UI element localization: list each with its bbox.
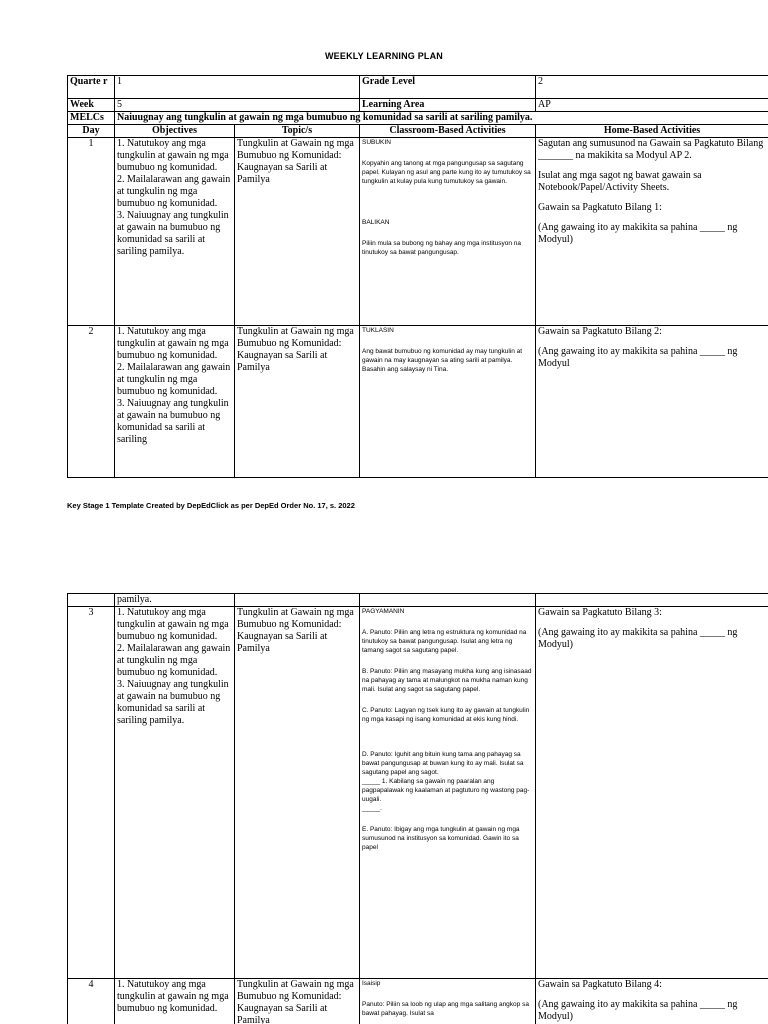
activity-text-isaisip: Panuto: Piliin sa loob ng ulap ang mga salitang angkop sa bawat pahayag. Isulat sa (362, 1001, 529, 1017)
activity-a: A. Panuto: Piliin ang letra ng estruktura ng komunidad na tinutukoy sa bawat pangungusap. Isulat ang letra ng tamang sagot sa sagutang papel. (362, 629, 527, 654)
home-activity-page: (Ang gawaing ito ay makikita sa pahina _____ ng Modyul) (538, 999, 738, 1022)
classroom-activities-cell (360, 979, 536, 1024)
classroom-activities-cell (360, 326, 536, 478)
activity-heading-pagyamanin: PAGYAMANIN (362, 608, 405, 615)
objective-1: 1. Natutukoy ang mga tungkulin at gawain ng mga bumubuo ng komunidad. (117, 979, 229, 1014)
activity-heading-tuklasin: TUKLASIN (362, 327, 394, 334)
activity-heading-balikan: BALIKAN (362, 219, 390, 226)
home-activity-number: Gawain sa Pagkatuto Bilang 1: (538, 202, 662, 213)
home-activities-cell (536, 138, 768, 326)
day-number: 2 (68, 326, 115, 478)
learning-area-label: Learning Area (360, 99, 536, 112)
home-activities-cell (536, 979, 768, 1024)
objective-3: 3. Naiuugnay ang tungkulin at gawain na bumubuo ng komunidad sa sarili at sariling pamilya. (117, 210, 229, 257)
col-header-topics: Topic/s (235, 125, 360, 138)
home-instruction: Sagutan ang sumusunod na Gawain sa Pagkatuto Bilang _______ na makikita sa Modyul AP 2. (538, 138, 764, 161)
activity-text-tuklasin: Ang bawat bumubuo ng komunidad ay may tungkulin at gawain na may kaugnayan sa ating sarili at pamilya. Basahin ang salaysay ni Tina. (362, 348, 523, 373)
objective-1: 1. Natutukoy ang mga tungkulin at gawain ng mga bumubuo ng komunidad. (117, 326, 229, 361)
melcs-value: Naiuugnay ang tungkulin at gawain ng mga bumubuo ng komunidad sa sarili at sariling pamilya. (115, 112, 768, 125)
day-cell-empty (68, 594, 115, 607)
activity-d: D. Panuto: Iguhit ang bituin kung tama ang pahayag sa bawat pangungusap at buwan kung ito ay mali. Isulat sa sagutang papel ang sagot. (362, 751, 524, 776)
weekly-plan-table-page2 (67, 593, 768, 1024)
home-activity-number: Gawain sa Pagkatuto Bilang 4: (538, 979, 662, 990)
day-number: 3 (68, 607, 115, 979)
objective-2: 2. Mailalarawan ang gawain at tungkulin ng mga bumubuo ng komunidad. (117, 643, 231, 678)
objectives-cell (115, 979, 235, 1024)
col-header-classroom: Classroom-Based Activities (360, 125, 536, 138)
melcs-label: MELCs (68, 112, 115, 125)
continuation-row (68, 594, 768, 607)
home-cell-empty (536, 594, 768, 607)
objectives-cell (115, 138, 235, 326)
template-footer: Key Stage 1 Template Created by DepEdClick as per DepEd Order No. 17, s. 2022 (67, 501, 355, 510)
day-1-row (68, 138, 768, 326)
weekly-plan-table-page1 (67, 75, 768, 478)
objective-2: 2. Mailalarawan ang gawain at tungkulin ng mga bumubuo ng komunidad. (117, 174, 231, 209)
topic-cell-empty (235, 594, 360, 607)
topic-cell: Tungkulin at Gawain ng mga Bumubuo ng Komunidad: Kaugnayan sa Sarili at Pamilya (235, 979, 360, 1024)
objective-1: 1. Natutukoy ang mga tungkulin at gawain ng mga bumubuo ng komunidad. (117, 607, 229, 642)
objective-3: 3. Naiuugnay ang tungkulin at gawain na bumubuo ng komunidad sa sarili at sariling (117, 398, 229, 445)
day-3-row (68, 607, 768, 979)
page-title: WEEKLY LEARNING PLAN (324, 51, 443, 61)
home-activity-page: (Ang gawaing ito ay makikita sa pahina _____ ng Modyul) (538, 222, 738, 245)
activity-e: E. Panuto: Ibigay ang mga tungkulin at gawain ng mga sumusunod na institusyon sa komunidad. Gawin ito sa papel (362, 826, 520, 851)
activity-b: B. Panuto: Piliin ang masayang mukha kung ang isinasaad na pahayag ay tama at malungkot na mukha naman kung mali. Isulat ang sagot sa sagutang papel. (362, 668, 532, 693)
objective-2: 2. Mailalarawan ang gawain at tungkulin ng mga bumubuo ng komunidad. (117, 362, 231, 397)
melcs-row (68, 112, 768, 125)
topic-cell: Tungkulin at Gawain ng mga Bumubuo ng Komunidad: Kaugnayan sa Sarili at Pamilya (235, 326, 360, 478)
classroom-cell-empty (360, 594, 536, 607)
home-instruction-write: Isulat ang mga sagot ng bawat gawain sa Notebook/Papel/Activity Sheets. (538, 170, 702, 193)
col-header-objectives: Objectives (115, 125, 235, 138)
home-activities-cell (536, 607, 768, 979)
home-activity-number: Gawain sa Pagkatuto Bilang 3: (538, 607, 662, 618)
objective-continuation: pamilya. (115, 594, 235, 607)
grade-level-label: Grade Level (360, 76, 536, 99)
topic-cell: Tungkulin at Gawain ng mga Bumubuo ng Komunidad: Kaugnayan sa Sarili at Pamilya (235, 607, 360, 979)
col-header-home: Home-Based Activities (536, 125, 768, 138)
quarter-label: Quarte r (68, 76, 115, 99)
week-value: 5 (115, 99, 360, 112)
week-label: Week (68, 99, 115, 112)
activity-d-blank: _____. (362, 805, 382, 812)
activity-heading-isaisip: Isaisip (362, 980, 381, 987)
home-activity-number: Gawain sa Pagkatuto Bilang 2: (538, 326, 662, 337)
objective-3: 3. Naiuugnay ang tungkulin at gawain na bumubuo ng komunidad sa sarili at sariling pamilya. (117, 679, 229, 726)
column-header-row (68, 125, 768, 138)
quarter-value: 1 (115, 76, 360, 99)
objectives-cell (115, 326, 235, 478)
col-header-day: Day (68, 125, 115, 138)
day-2-row (68, 326, 768, 478)
classroom-activities-cell (360, 138, 536, 326)
classroom-activities-cell (360, 607, 536, 979)
activity-d-item: _____ 1. Kabilang sa gawain ng paaralan ang pagpapalawak ng kaalaman at pagtuturo ng wastong pag-uugali. (362, 778, 530, 803)
objectives-cell (115, 607, 235, 979)
home-activity-page: (Ang gawaing ito ay makikita sa pahina _____ ng Modyul (538, 346, 738, 369)
learning-area-value: AP (536, 99, 768, 112)
activity-c: C. Panuto: Lagyan ng tsek kung ito ay gawain at tungkulin ng mga kasapi ng isang komunidad at ekis kung hindi. (362, 707, 530, 723)
activity-text-subukin: Kopyahin ang tanong at mga pangungusap sa sagutang papel. Kulayan ng asul ang parte kung ito ay tumutukoy sa tungkulin at kulay pula kung tumutukoy sa gawain. (362, 160, 531, 185)
week-row (68, 99, 768, 112)
day-number: 4 (68, 979, 115, 1024)
quarter-row (68, 76, 768, 99)
activity-text-balikan: Piliin mula sa bubong ng bahay ang mga institusyon na tinutukoy sa bawat pangungusap. (362, 240, 521, 256)
home-activity-page: (Ang gawaing ito ay makikita sa pahina _____ ng Modyul) (538, 627, 738, 650)
home-activities-cell (536, 326, 768, 478)
topic-cell: Tungkulin at Gawain ng mga Bumubuo ng Komunidad: Kaugnayan sa Sarili at Pamilya (235, 138, 360, 326)
day-number: 1 (68, 138, 115, 326)
objective-1: 1. Natutukoy ang mga tungkulin at gawain ng mga bumubuo ng komunidad. (117, 138, 229, 173)
day-4-row (68, 979, 768, 1024)
grade-level-value: 2 (536, 76, 768, 99)
activity-heading-subukin: SUBUKIN (362, 139, 391, 146)
